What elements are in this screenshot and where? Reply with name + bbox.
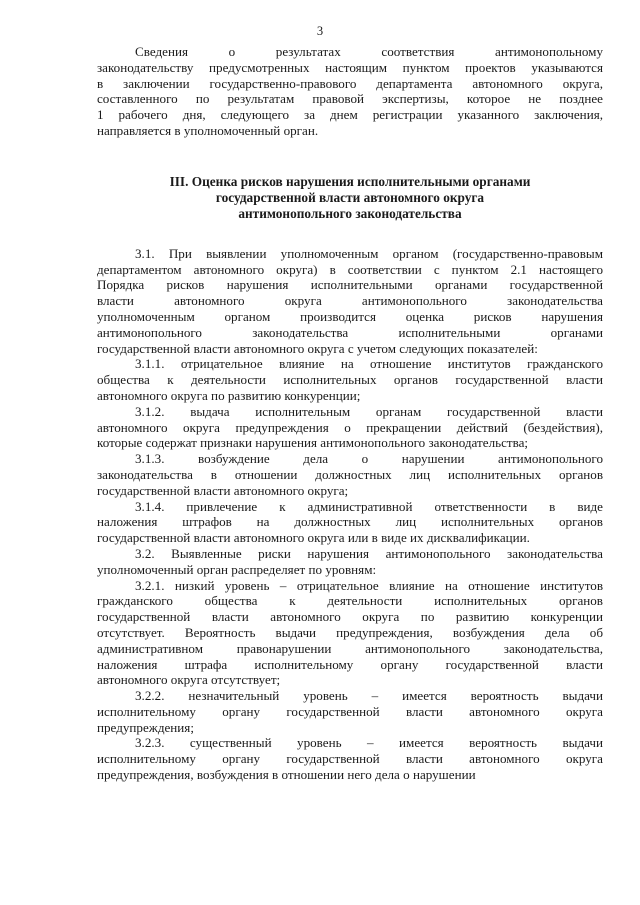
text-line: государственной власти автономного округа по развитию конкуренции: [97, 609, 603, 625]
paragraph-p3-2-2: [97, 688, 603, 735]
text-line: административном правонарушении антимонопольного законодательства,: [97, 640, 603, 656]
text-line: исполнительному органу государственной власти автономного округа: [97, 751, 603, 767]
text-line: автономного округа предупреждения о прекращении действий (бездействия),: [97, 419, 603, 435]
text-line: 3.1.4. привлечение к административной ответственности в виде: [135, 498, 603, 514]
text-line: антимонопольного законодательства исполнительными органами: [97, 324, 603, 340]
text-line: законодательству предусмотренных настоящим пунктом проектов указываются: [97, 59, 603, 75]
text-line: государственной власти автономного округа с учетом следующих показателей:: [97, 340, 538, 356]
text-line: наложения штрафов на должностных лиц исполнительных органов: [97, 514, 603, 530]
heading-line: антимонопольного законодательства: [238, 205, 462, 221]
text-line: автономного округа по развитию конкуренции;: [97, 387, 361, 403]
text-line: в заключении государственно-правового департамента автономного округа,: [97, 75, 603, 91]
text-line: 3.1.2. выдача исполнительным органам государственной власти: [135, 403, 603, 419]
text-line: законодательства в отношении должностных лиц исполнительных органов: [97, 466, 603, 482]
text-line: 3.1. При выявлении уполномоченным органом (государственно-правовым: [135, 245, 603, 261]
text-line: общества к деятельности исполнительных органов государственной власти: [97, 372, 603, 388]
heading-line: III. Оценка рисков нарушения исполнительными органами: [169, 173, 531, 189]
text-line: Сведения о результатах соответствия антимонопольному: [135, 44, 603, 59]
intro-paragraph: [97, 44, 603, 139]
text-line: предупреждения, возбуждения в отношении него дела о нарушении: [97, 767, 476, 783]
paragraph-p3-1-3: [97, 451, 603, 498]
text-line: 3.2.1. низкий уровень – отрицательное влияние на отношение институтов: [135, 577, 603, 593]
paragraph-p3-2: [97, 546, 603, 578]
text-line: 3.2. Выявленные риски нарушения антимонопольного законодательства: [135, 545, 603, 561]
paragraph-p3-1: [97, 246, 603, 357]
heading-line: государственной власти автономного округа: [215, 189, 485, 205]
paragraph-p3-1-1: [97, 356, 603, 403]
text-line: автономного округа отсутствует;: [97, 672, 281, 688]
text-line: направляется в уполномоченный орган.: [97, 122, 319, 138]
paragraph-p3-2-3: [97, 735, 603, 782]
page-content: [97, 44, 603, 783]
text-line: власти автономного округа антимонопольного законодательства: [97, 293, 603, 309]
text-line: предупреждения;: [97, 719, 194, 735]
text-line: гражданского общества к деятельности исполнительных органов: [97, 593, 603, 609]
paragraph-p3-2-1: [97, 578, 603, 689]
text-line: 3.1.1. отрицательное влияние на отношение институтов гражданского: [135, 356, 603, 372]
text-line: государственной власти автономного округа;: [97, 482, 349, 498]
text-line: департаментом автономного округа) в соответствии с пунктом 2.1 настоящего: [97, 261, 603, 277]
text-line: 1 рабочего дня, следующего за днем регистрации указанного заключения,: [97, 107, 603, 123]
text-line: 3.2.2. незначительный уровень – имеется вероятность выдачи: [135, 688, 603, 704]
text-line: отсутствует. Вероятность выдачи предупреждения, возбуждения дела об: [97, 624, 603, 640]
text-line: которые содержат признаки нарушения антимонопольного законодательства;: [97, 435, 529, 451]
text-line: Порядка рисков нарушения исполнительными органами государственной: [97, 277, 603, 293]
page-number: 3: [316, 24, 324, 38]
text-line: государственной власти автономного округа или в виде их дисквалификации.: [97, 530, 530, 546]
paragraph-p3-1-4: [97, 499, 603, 546]
paragraph-p3-1-2: [97, 404, 603, 451]
text-line: составленного по результатам правовой экспертизы, которое не позднее: [97, 91, 603, 107]
text-line: 3.1.3. возбуждение дела о нарушении антимонопольного: [135, 451, 603, 467]
text-line: уполномоченный орган распределяет по уровням:: [97, 561, 377, 577]
text-line: уполномоченным органом производится оценка рисков нарушения: [97, 308, 603, 324]
section-body: [97, 246, 603, 783]
text-line: 3.2.3. существенный уровень – имеется вероятность выдачи: [135, 735, 603, 751]
text-line: исполнительному органу государственной власти автономного округа: [97, 703, 603, 719]
text-line: наложения штрафа исполнительному органу государственной власти: [97, 656, 603, 672]
section-heading: [97, 174, 603, 222]
